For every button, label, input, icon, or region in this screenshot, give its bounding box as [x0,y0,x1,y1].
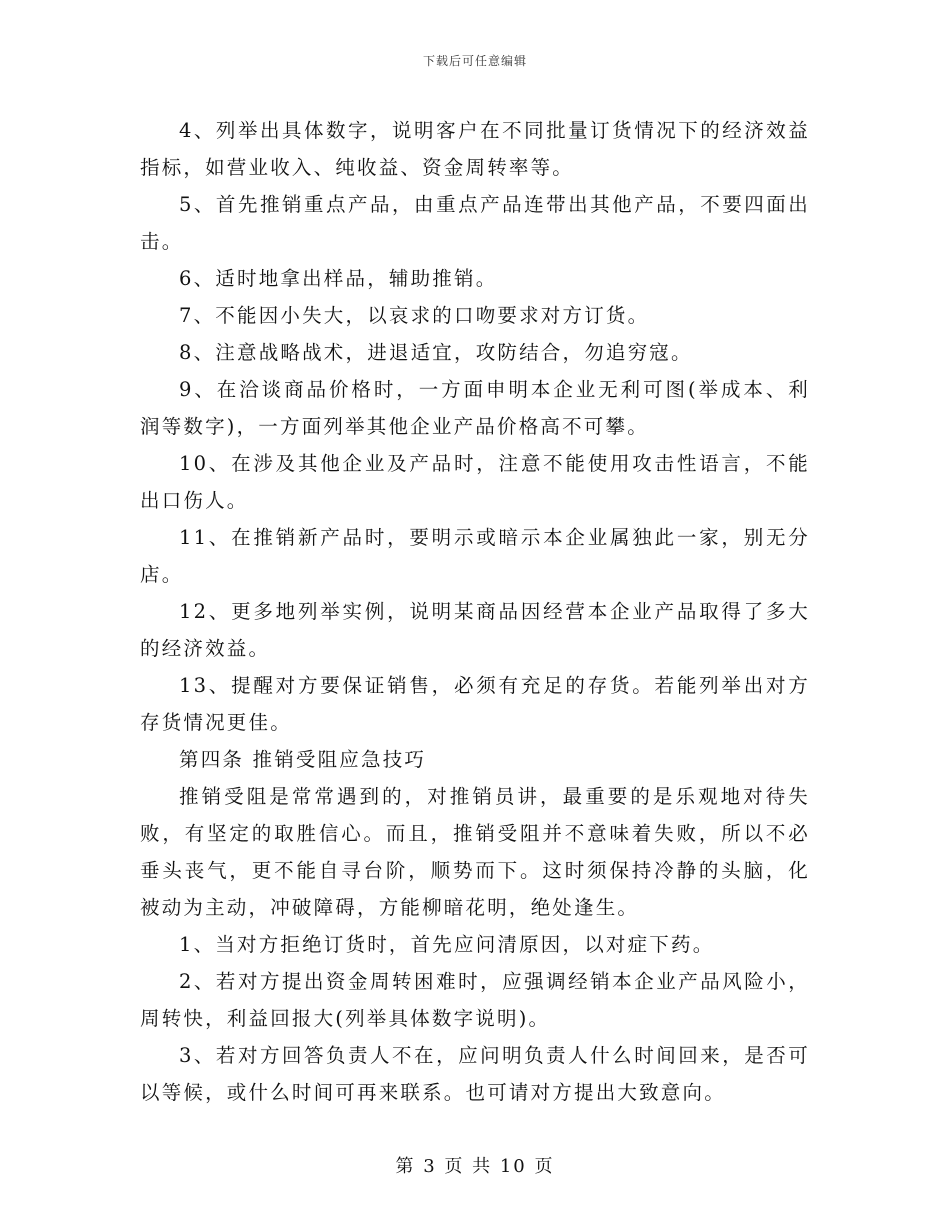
paragraph-5: 5、首先推销重点产品，由重点产品连带出其他产品，不要四面出击。 [140,193,810,253]
paragraph-9: 9、在洽谈商品价格时，一方面申明本企业无利可图(举成本、利润等数字)，一方面列举其他企业产品价格高不可攀。 [140,378,810,438]
page-footer [0,1152,950,1178]
page-header: 下载后可任意编辑 [422,54,527,68]
paragraph-13: 13、提醒对方要保证销售，必须有充足的存货。若能列举出对方存货情况更佳。 [140,674,810,734]
body-text [140,112,810,1111]
paragraph-10: 10、在涉及其他企业及产品时，注意不能使用攻击性语言，不能出口伤人。 [140,452,810,512]
paragraph-section-2: 2、若对方提出资金周转困难时，应强调经销本企业产品风险小，周转快，利益回报大(列举具体数字说明)。 [140,970,810,1030]
paragraph-11: 11、在推销新产品时，要明示或暗示本企业属独此一家，别无分店。 [140,526,810,586]
paragraph-12: 12、更多地列举实例，说明某商品因经营本企业产品取得了多大的经济效益。 [140,600,810,660]
paragraph-section-1: 1、当对方拒绝订货时，首先应问清原因，以对症下药。 [179,933,715,956]
paragraph-section-3: 3、若对方回答负责人不在，应问明负责人什么时间回来，是否可以等候，或什么时间可再来联系。也可请对方提出大致意向。 [140,1044,810,1104]
section-intro: 推销受阻是常常遇到的，对推销员讲，最重要的是乐观地对待失败，有坚定的取胜信心。而且，推销受阻并不意味着失败，所以不必垂头丧气，更不能自寻台阶，顺势而下。这时须保持冷静的头脑，化被动为主动，冲破障碍，方能柳暗花明，绝处逢生。 [140,785,810,919]
page-number-label: 第 3 页 共 10 页 [395,1156,555,1177]
paragraph-7: 7、不能因小失大，以哀求的口吻要求对方订货。 [179,304,650,327]
section-heading: 第四条 推销受阻应急技巧 [179,748,427,771]
paragraph-6: 6、适时地拿出样品，辅助推销。 [179,267,498,290]
paragraph-8: 8、注意战略战术，进退适宜，攻防结合，勿追穷寇。 [179,341,693,364]
paragraph-4: 4、列举出具体数字，说明客户在不同批量订货情况下的经济效益指标，如营业收入、纯收益、资金周转率等。 [140,119,810,179]
